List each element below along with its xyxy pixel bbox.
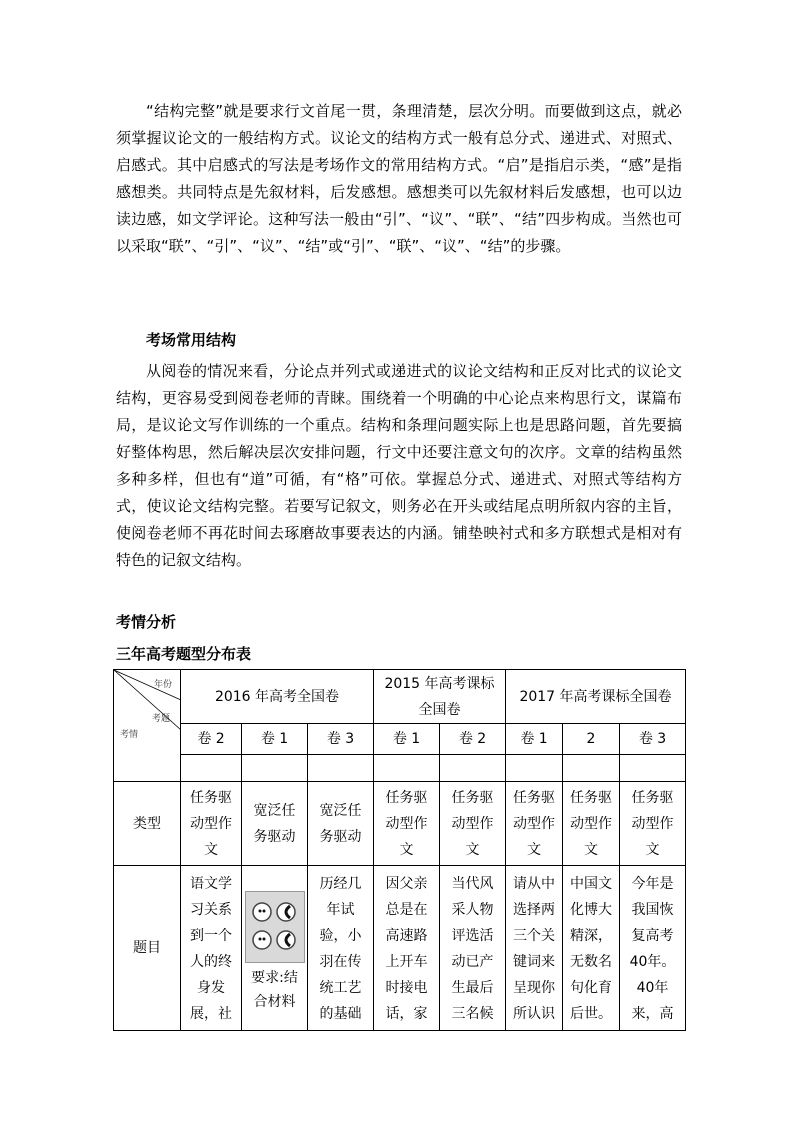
- paragraph-structure-intro: “结构完整”就是要求行文首尾一贯，条理清楚，层次分明。而要做到这点，就必须掌握议论文的一般结构方式。议论文的结构方式一般有总分式、递进式、对照式、启感式。其中启感式的写法是考场作文的常用结构方式。“启”是指启示类，“感”是指感想类。共同特点是先叙材料，后发感想。感想类可以先叙材料后发感想，也可以边读边感，如文学评论。这种写法一般由“引”、“议”、“联”、“结”四步构成。当然也可以采取“联”、“引”、“议”、“结”或“引”、“联”、“议”、“结”的步骤。: [116, 102, 682, 255]
- paper-header: 卷 1: [374, 724, 440, 754]
- topic-cell: 请从中选择两三个关键词来呈现你所认识: [506, 866, 563, 1031]
- topic-cell: 要求:结合材料: [242, 866, 308, 1031]
- topic-cell: 因父亲总是在高速路上开车时接电话，家: [374, 866, 440, 1031]
- row-label-topic: 题目: [114, 866, 181, 1031]
- type-cell: 任务驱动型作文: [440, 782, 506, 866]
- topic-cell: 今年是我国恢复高考40年。40年来，高: [620, 866, 686, 1031]
- type-cell: 宽泛任务驱动: [308, 782, 374, 866]
- topic-cell: 语文学习关系到一个人的终身发展，社: [181, 866, 242, 1031]
- empty-cell: [308, 754, 374, 781]
- type-cell: 任务驱动型作文: [181, 782, 242, 866]
- type-cell: 宽泛任务驱动: [242, 782, 308, 866]
- row-label-type: 类型: [114, 782, 181, 866]
- paper-header: 卷 2: [181, 724, 242, 754]
- paper-header: 卷 1: [242, 724, 308, 754]
- table-corner-cell: [114, 670, 181, 782]
- type-cell: 任务驱动型作文: [506, 782, 563, 866]
- cartoon-image-icon: [245, 891, 305, 963]
- empty-cell: [506, 754, 563, 781]
- type-cell: 任务驱动型作文: [620, 782, 686, 866]
- question-distribution-table: [113, 669, 686, 1031]
- group-header-2016: 2016 年高考全国卷: [181, 670, 374, 724]
- heading-exam-structure: 考场常用结构: [146, 331, 237, 349]
- topic-cell: 当代风采人物评选活动已产生最后三名候: [440, 866, 506, 1031]
- heading-distribution-table: 三年高考题型分布表: [116, 645, 252, 663]
- empty-cell: [374, 754, 440, 781]
- corner-label-exam: 考情: [120, 730, 139, 740]
- empty-cell: [440, 754, 506, 781]
- corner-label-year: 年份: [154, 680, 173, 690]
- empty-cell: [620, 754, 686, 781]
- paper-header: 卷 2: [440, 724, 506, 754]
- paper-header: 2: [563, 724, 620, 754]
- empty-cell: [242, 754, 308, 781]
- heading-exam-analysis: 考情分析: [116, 613, 177, 631]
- paragraph-exam-structure: 从阅卷的情况来看，分论点并列式或递进式的议论文结构和正反对比式的议论文结构，更容易受到阅卷老师的青睐。围绕着一个明确的中心论点来构思行文，谋篇布局，是议论文写作训练的一个重点。结构和条理问题实际上也是思路问题，首先要搞好整体构思，然后解决层次安排问题，行文中还要注意文句的次序。文章的结构虽然多种多样，但也有“道”可循，有“格”可依。掌握总分式、递进式、对照式等结构方式，使议论文结构完整。若要写记叙文，则务必在开头或结尾点明所叙内容的主旨，使阅卷老师不再花时间去琢磨故事要表达的内涵。铺垫映衬式和多方联想式是相对有特色的记叙文结构。: [116, 362, 682, 569]
- group-header-2017: 2017 年高考课标全国卷: [506, 670, 686, 724]
- type-cell: 任务驱动型作文: [563, 782, 620, 866]
- topic-cell: 历经几年试验，小羽在传统工艺的基础: [308, 866, 374, 1031]
- empty-cell: [563, 754, 620, 781]
- corner-label-topic: 考题: [152, 714, 171, 724]
- empty-cell: [181, 754, 242, 781]
- type-cell: 任务驱动型作文: [374, 782, 440, 866]
- paper-header: 卷 3: [620, 724, 686, 754]
- paper-header: 卷 1: [506, 724, 563, 754]
- topic-cell: 中国文化博大精深，无数名句化育后世。: [563, 866, 620, 1031]
- paper-header: 卷 3: [308, 724, 374, 754]
- group-header-2015: 2015 年高考课标全国卷: [374, 670, 506, 724]
